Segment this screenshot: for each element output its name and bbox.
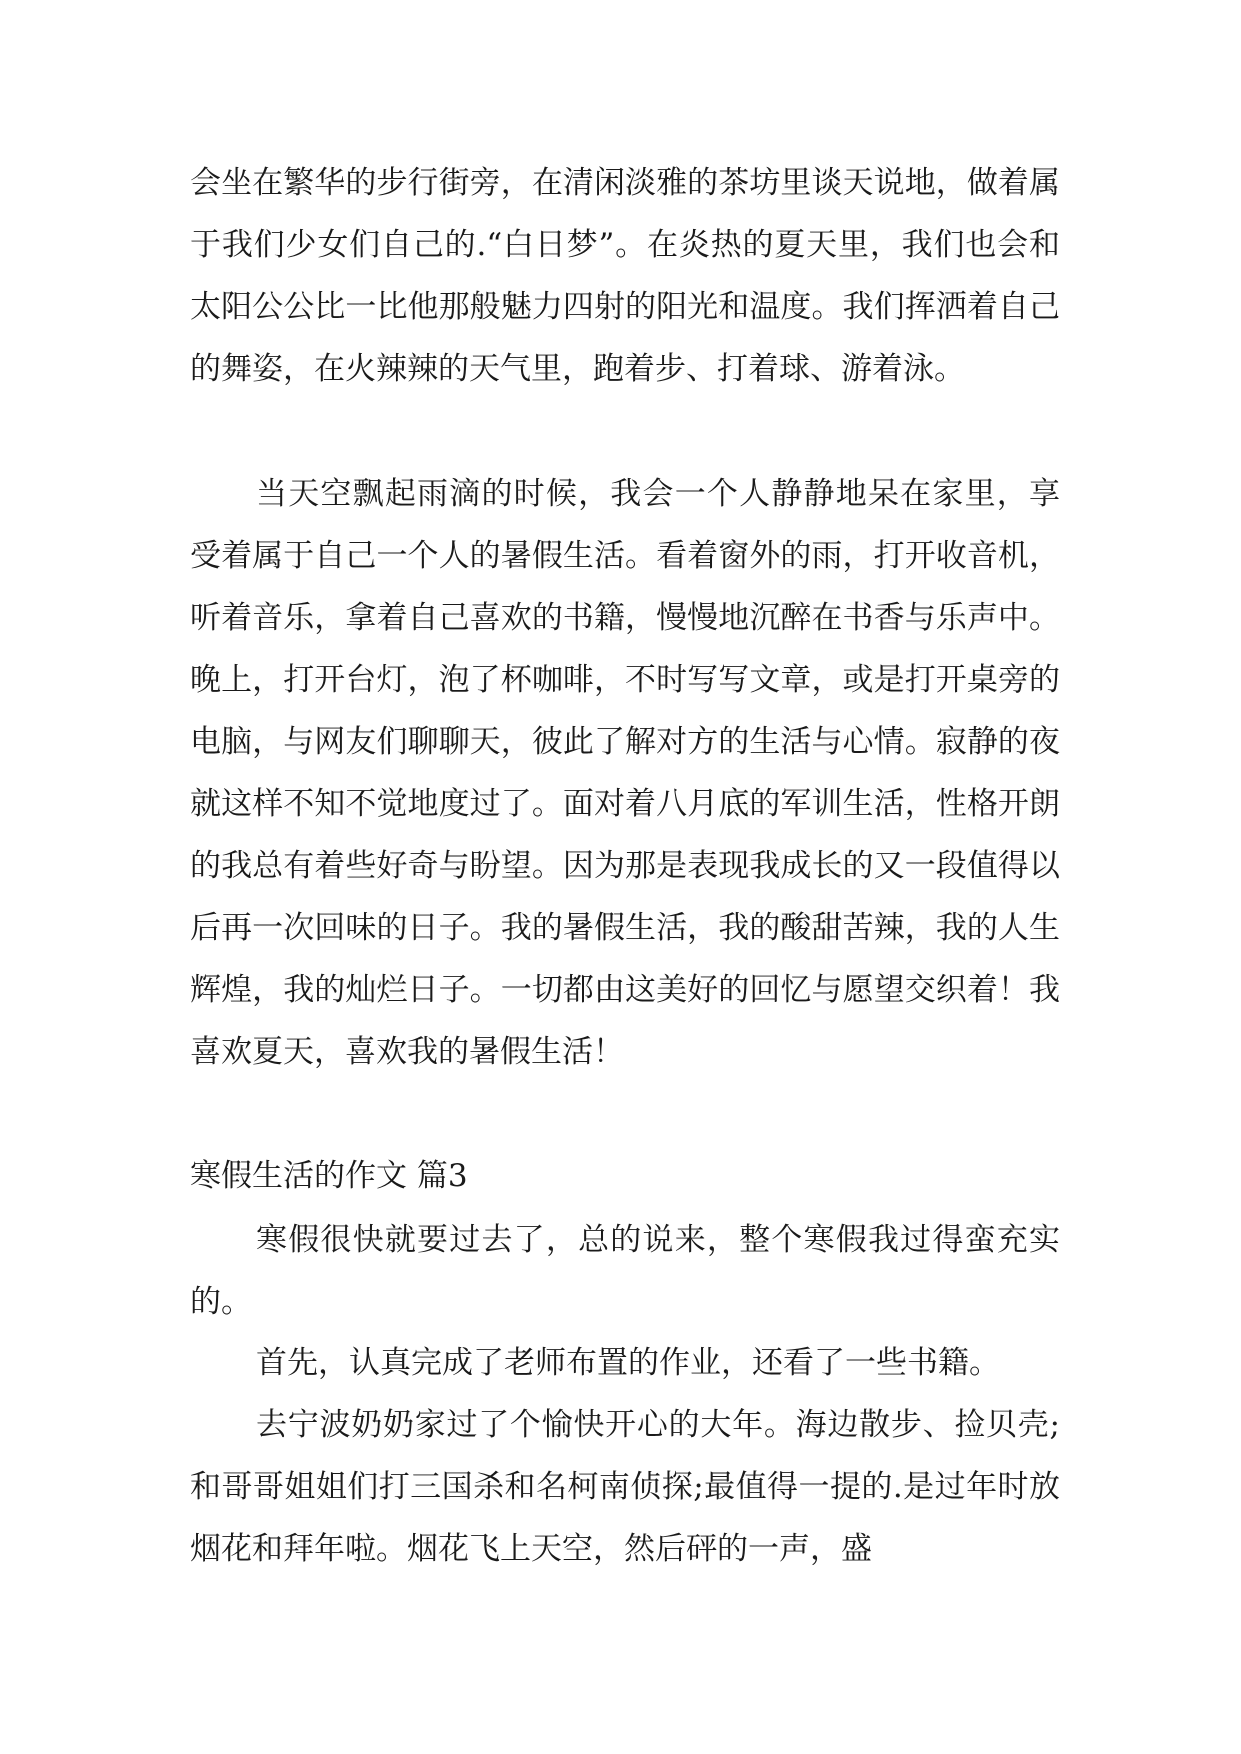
paragraph-new-year: 去宁波奶奶家过了个愉快开心的大年。海边散步、捡贝壳;和哥哥姐姐们打三国杀和名柯南侦探;最值得一提的.是过年时放烟花和拜年啦。烟花飞上天空，然后砰的一声，盛 bbox=[190, 1407, 1060, 1567]
paragraph-rainy-day: 当天空飘起雨滴的时候，我会一个人静静地呆在家里，享受着属于自己一个人的暑假生活。看着窗外的雨，打开收音机，听着音乐，拿着自己喜欢的书籍，慢慢地沉醉在书香与乐声中。晚上，打开台灯，泡了杯咖啡，不时写写文章，或是打开桌旁的电脑，与网友们聊聊天，彼此了解对方的生活与心情。寂静的夜就这样不知不觉地度过了。面对着八月底的军训生活，性格开朗的我总有着些好奇与盼望。因为那是表现我成长的又一段值得以后再一次回味的日子。我的暑假生活，我的酸甜苦辣，我的人生辉煌，我的灿烂日子。一切都由这美好的回忆与愿望交织着！我喜欢夏天，喜欢我的暑假生活！ bbox=[190, 476, 1060, 1070]
paragraph-homework: 首先，认真完成了老师布置的作业，还看了一些书籍。 bbox=[256, 1345, 1000, 1381]
section-heading: 寒假生活的作文 篇3 bbox=[190, 1158, 468, 1194]
paragraph-winter-intro: 寒假很快就要过去了，总的说来，整个寒假我过得蛮充实的。 bbox=[190, 1222, 1060, 1320]
paragraph-summer-activities: 会坐在繁华的步行街旁，在清闲淡雅的茶坊里谈天说地，做着属于我们少女们自己的.“白日梦”。在炎热的夏天里，我们也会和太阳公公比一比他那般魅力四射的阳光和温度。我们挥洒着自己的舞姿，在火辣辣的天气里，跑着步、打着球、游着泳。 bbox=[190, 165, 1060, 387]
